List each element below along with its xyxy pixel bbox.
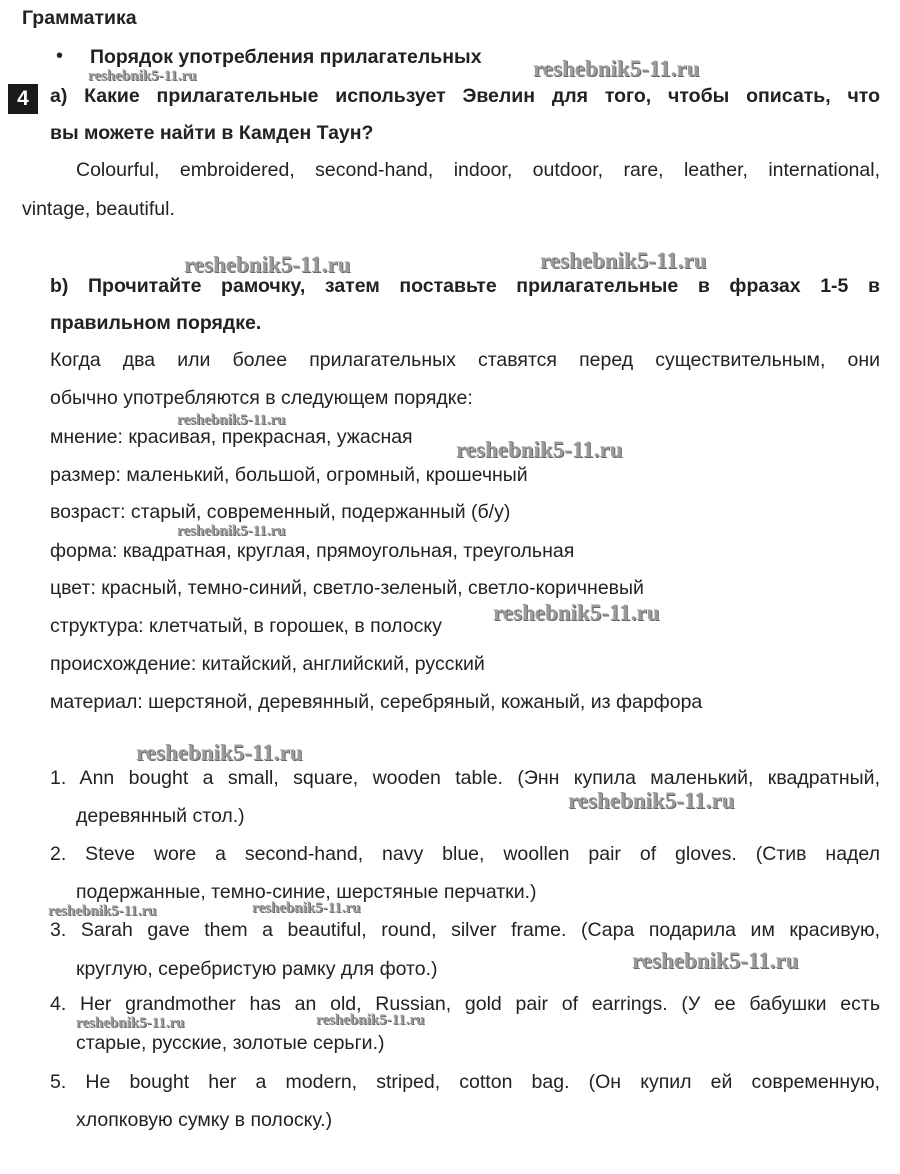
watermark: reshebnik5-11.ru (540, 248, 707, 273)
answer-1-line2: деревянный стол.) (76, 805, 245, 827)
answer-4-line2: старые, русские, золотые серьги.) (76, 1032, 385, 1054)
watermark: reshebnik5-11.ru (136, 740, 303, 765)
order-opinion: мнение: красивая, прекрасная, ужасная (50, 426, 413, 448)
watermark: reshebnik5-11.ru (316, 1012, 425, 1028)
part-a-answer-line1: Colourful, embroidered, second-hand, indoor, outdoor, rare, leather, international, (76, 159, 880, 181)
answer-2-line2: подержанные, темно-синие, шерстяные перчатки.) (76, 881, 537, 903)
watermark: reshebnik5-11.ru (177, 523, 286, 539)
part-a-question-line2: вы можете найти в Камден Таун? (50, 122, 374, 144)
watermark: reshebnik5-11.ru (456, 437, 623, 462)
answer-3-line1: 3. Sarah gave them a beautiful, round, silver frame. (Сара подарила им красивую, (50, 919, 880, 941)
order-origin: происхождение: китайский, английский, русский (50, 653, 485, 675)
watermark: reshebnik5-11.ru (88, 68, 197, 84)
order-color: цвет: красный, темно-синий, светло-зеленый, светло-коричневый (50, 577, 644, 599)
part-b-question-line2: правильном порядке. (50, 312, 262, 334)
bullet-icon: • (56, 45, 64, 67)
watermark: reshebnik5-11.ru (493, 600, 660, 625)
part-a-question-line1: a) Какие прилагательные использует Эвелин для того, чтобы описать, что (50, 85, 880, 107)
watermark: reshebnik5-11.ru (252, 900, 361, 916)
order-size: размер: маленький, большой, огромный, крошечный (50, 464, 528, 486)
part-b-question-line1: b) Прочитайте рамочку, затем поставьте прилагательные в фразах 1-5 в (50, 275, 880, 297)
answer-5-line2: хлопковую сумку в полоску.) (76, 1109, 333, 1131)
watermark: reshebnik5-11.ru (48, 903, 157, 919)
rule-line2: обычно употребляются в следующем порядке: (50, 387, 473, 409)
bullet-topic: Порядок употребления прилагательных (90, 46, 482, 68)
answer-3-line2: круглую, серебристую рамку для фото.) (76, 958, 438, 980)
order-material: материал: шерстяной, деревянный, серебряный, кожаный, из фарфора (50, 691, 703, 713)
answer-4-line1: 4. Her grandmother has an old, Russian, gold pair of earrings. (У ее бабушки есть (50, 993, 880, 1015)
watermark: reshebnik5-11.ru (533, 56, 700, 81)
watermark: reshebnik5-11.ru (177, 412, 286, 428)
watermark: reshebnik5-11.ru (632, 948, 799, 973)
part-a-answer-line2: vintage, beautiful. (22, 198, 175, 220)
watermark: reshebnik5-11.ru (184, 252, 351, 277)
watermark: reshebnik5-11.ru (76, 1015, 185, 1031)
exercise-number-badge: 4 (8, 84, 38, 114)
section-title: Грамматика (22, 7, 137, 29)
rule-line1: Когда два или более прилагательных ставятся перед существительным, они (50, 349, 880, 371)
order-pattern: структура: клетчатый, в горошек, в полоску (50, 615, 442, 637)
answer-2-line1: 2. Steve wore a second-hand, navy blue, woollen pair of gloves. (Стив надел (50, 843, 880, 865)
answer-1-line1: 1. Ann bought a small, square, wooden table. (Энн купила маленький, квадратный, (50, 767, 880, 789)
watermark: reshebnik5-11.ru (568, 788, 735, 813)
answer-5-line1: 5. He bought her a modern, striped, cotton bag. (Он купил ей современную, (50, 1071, 880, 1093)
order-age: возраст: старый, современный, подержанный (б/у) (50, 501, 511, 523)
order-shape: форма: квадратная, круглая, прямоугольная, треугольная (50, 540, 575, 562)
